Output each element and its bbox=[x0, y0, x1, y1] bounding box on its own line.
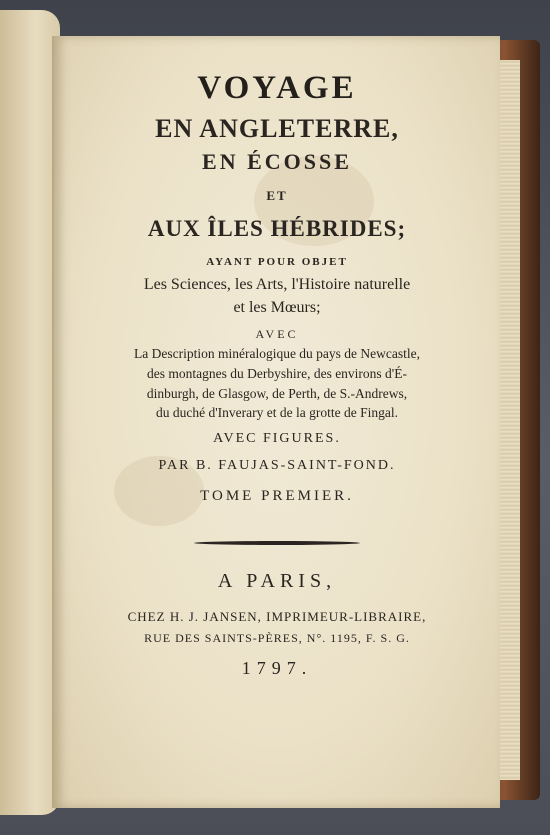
subjects-line-2: et les Mœurs; bbox=[233, 299, 321, 316]
subjects-line-1: Les Sciences, les Arts, l'Histoire naturelle bbox=[143, 276, 411, 293]
avec-label: AVEC bbox=[255, 327, 299, 341]
title-line-5: AUX ÎLES HÉBRIDES; bbox=[147, 216, 407, 241]
title-line-1: VOYAGE bbox=[197, 70, 357, 106]
imprint-year: 1797. bbox=[241, 658, 313, 678]
title-line-3: EN ÉCOSSE bbox=[202, 149, 352, 174]
imprint-publisher: CHEZ H. J. JANSEN, IMPRIMEUR-LIBRAIRE, bbox=[127, 609, 427, 624]
ornamental-rule bbox=[194, 541, 360, 545]
title-page bbox=[52, 36, 500, 808]
description-line-4: du duché d'Inverary et de la grotte de Fingal. bbox=[156, 405, 398, 420]
description-line-3: dinburgh, de Glasgow, de Perth, de S.-Andrews, bbox=[146, 386, 408, 401]
title-line-4: ET bbox=[266, 188, 288, 203]
subtitle-intro: AYANT POUR OBJET bbox=[206, 256, 348, 268]
left-page bbox=[0, 10, 60, 815]
volume-line: TOME PREMIER. bbox=[200, 488, 354, 504]
author-line: PAR B. FAUJAS-SAINT-FOND. bbox=[158, 458, 396, 473]
title-line-2: EN ANGLETERRE, bbox=[155, 114, 399, 143]
imprint-city: A PARIS, bbox=[217, 570, 337, 592]
figures-note: AVEC FIGURES. bbox=[213, 431, 341, 446]
description-line-2: des montagnes du Derbyshire, des environs d'É- bbox=[146, 366, 407, 381]
description-line-1: La Description minéralogique du pays de Newcastle, bbox=[133, 346, 421, 361]
page-edges bbox=[500, 60, 520, 780]
imprint-address: RUE DES SAINTS-PÈRES, N°. 1195, F. S. G. bbox=[144, 631, 410, 645]
